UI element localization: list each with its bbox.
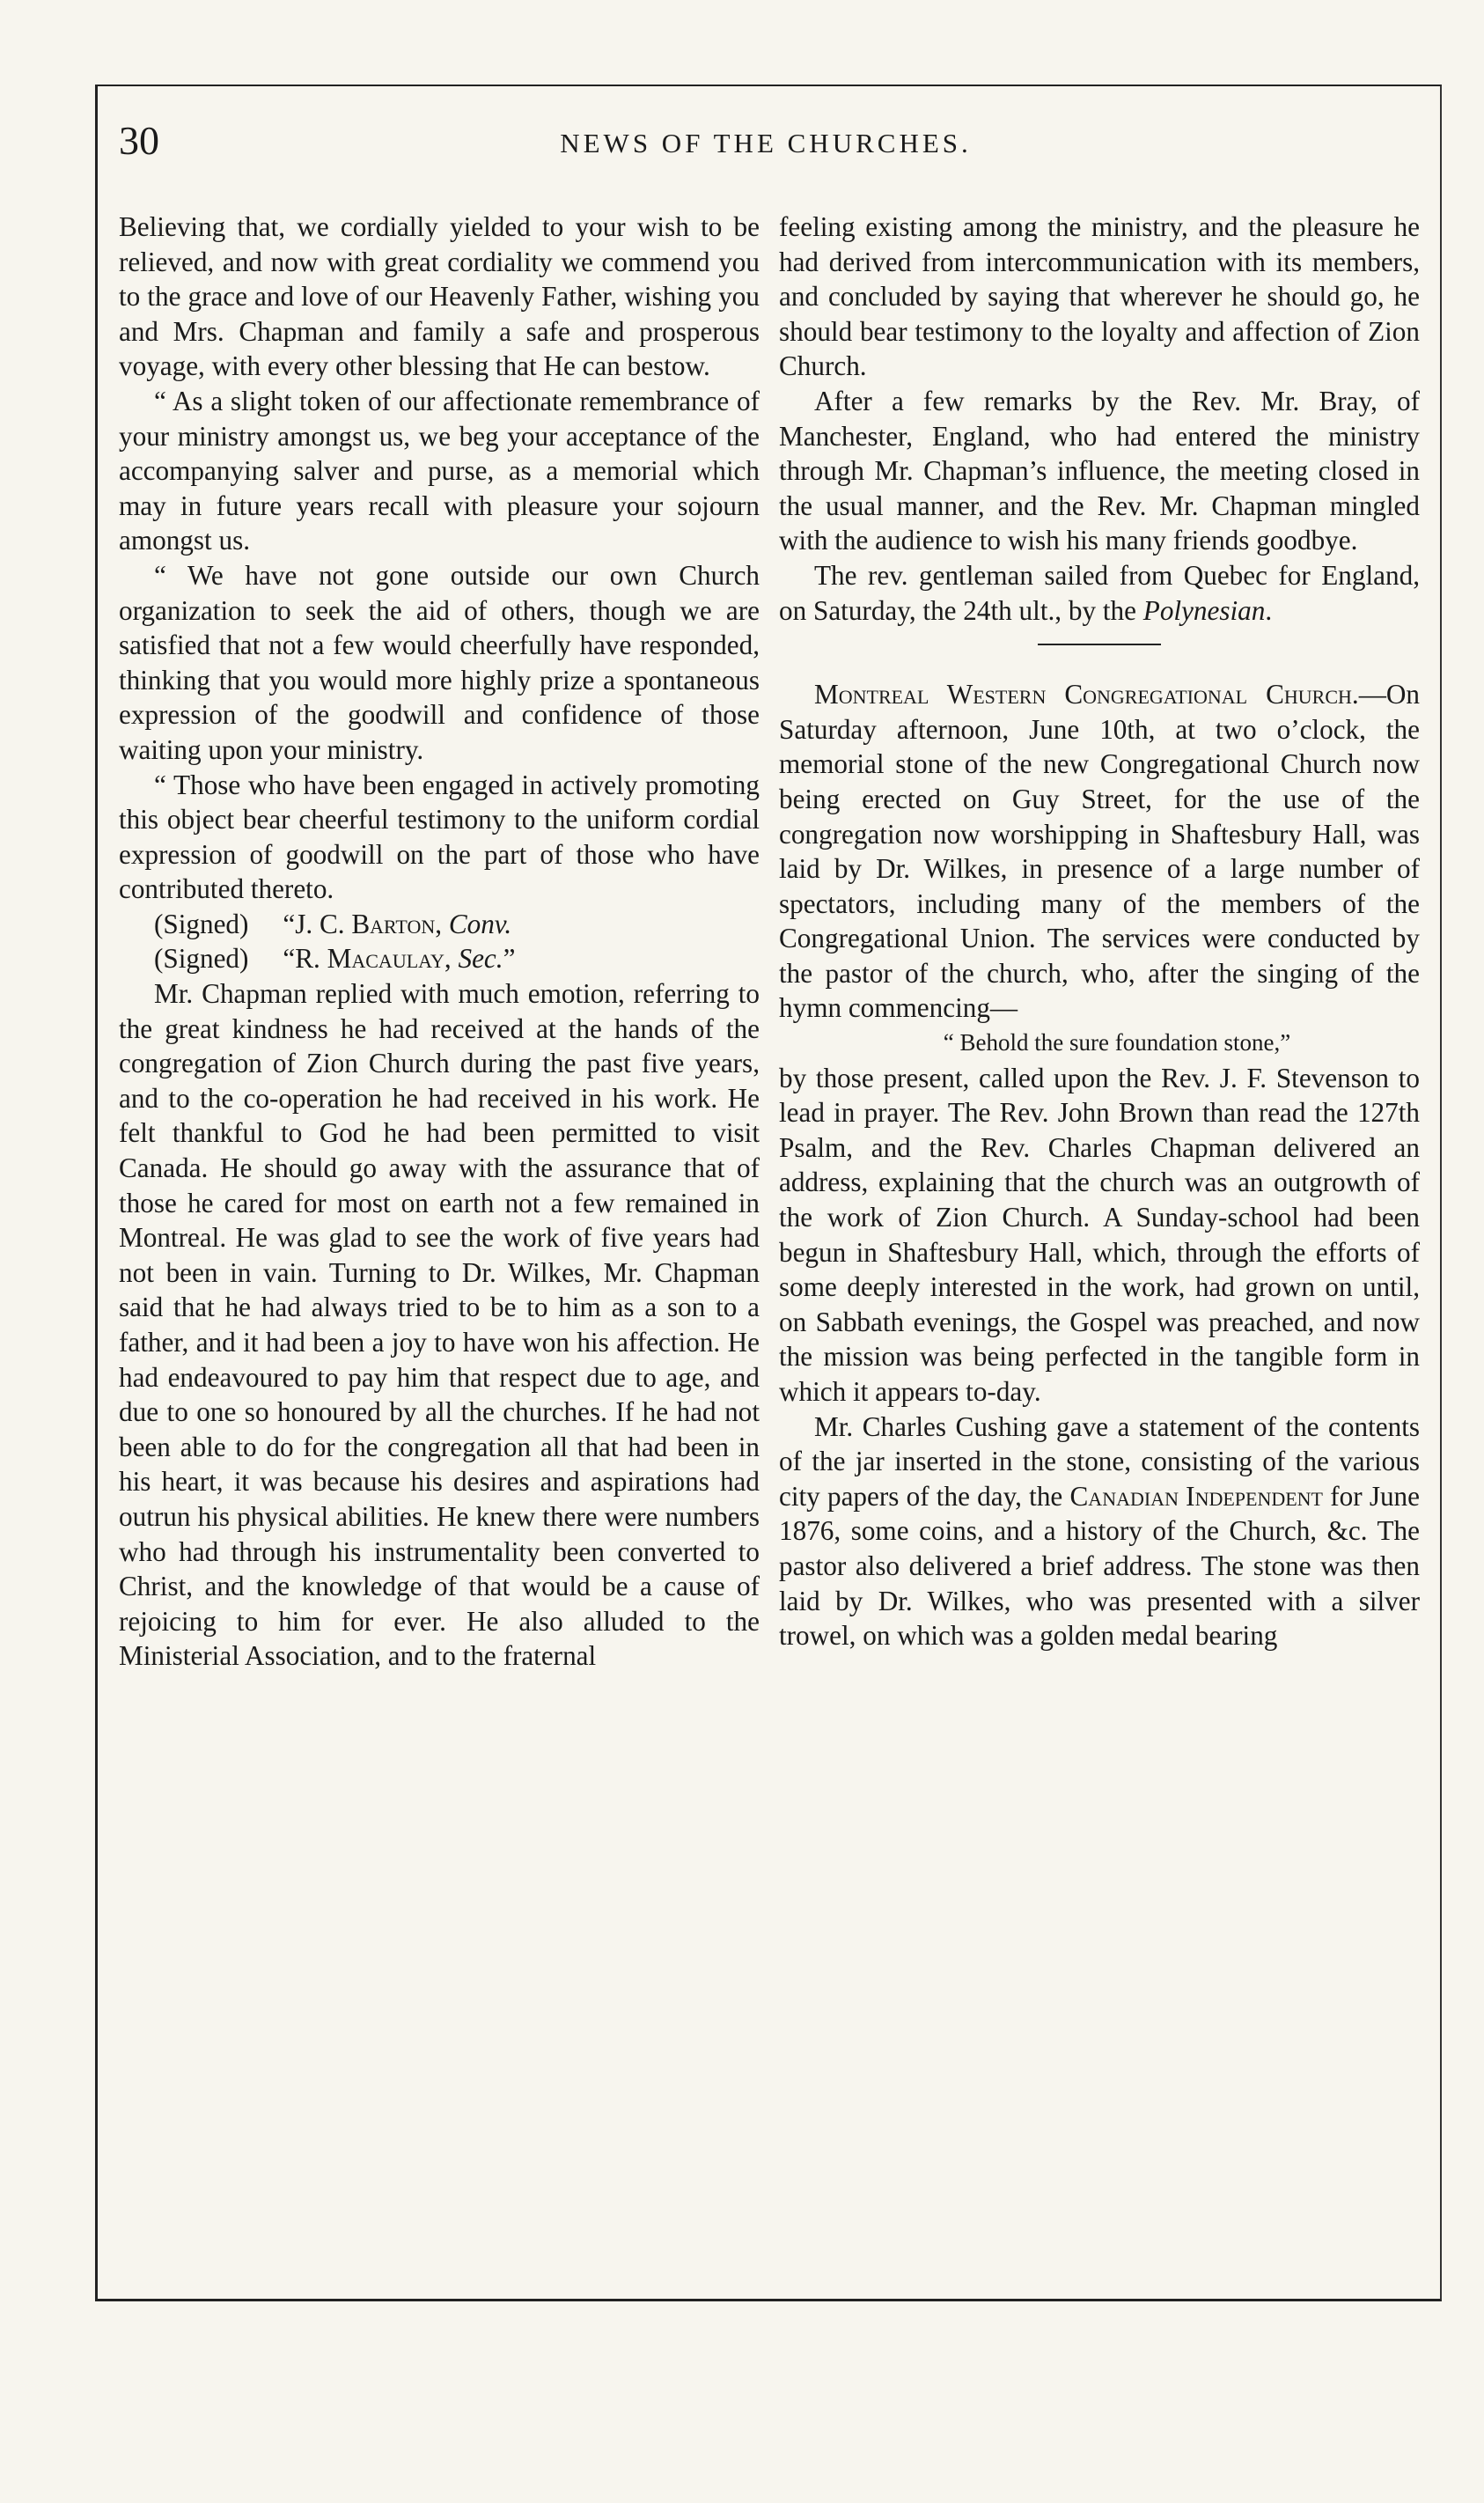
page-header [119, 114, 1413, 176]
newspaper-name: Canadian Independent [1069, 1480, 1323, 1512]
left-column [119, 210, 760, 1674]
ship-name: Polynesian [1142, 594, 1266, 626]
signature-role: Conv. [448, 908, 512, 939]
paragraph-text: —On Saturday afternoon, June 10th, at two o’clock, the memorial stone of the new Congregational Church now being erected on Guy Street, for the use of the congregation now worshipping in Shaftesbury Hall, was laid by Dr. Wilkes, in presence of a large number of spectators, including many of the members of the Congregational Union. The services were conducted by the pastor of the church, who, after the singing of the hymn commencing— [779, 679, 1420, 1024]
article-heading: Montreal Western Congregational Church. [814, 679, 1359, 710]
paragraph-end: . [1265, 594, 1273, 626]
page-number: 30 [119, 118, 159, 163]
paragraph: After a few remarks by the Rev. Mr. Bray, of Manchester, England, who had entered the ministry through Mr. Chapman’s influence, the meeting closed in the usual manner, and the Rev. Mr. Chapman mingled with the audience to wish his many friends goodbye. [779, 385, 1420, 556]
right-column [779, 210, 1420, 1653]
paragraph: “ As a slight token of our affectionate remembrance of your ministry amongst us, we beg your acceptance of the accompanying salver and purse, as a memorial which may in future years recall with pleasure your sojourn amongst us. [119, 385, 760, 556]
paragraph-text: Mr. Charles Cushing gave a statement of the contents of the jar inserted in the stone, consisting of the various city papers of the day, the [779, 1410, 1420, 1512]
paragraph: Mr. Chapman replied with much emotion, referring to the great kindness he had received at the hands of the congregation of Zion Church during the past five years, and to the co-operation he had received in his work. He felt thankful to God he had been permitted to visit Canada. He should go away with the assurance that of those he cared for most on earth not a few remained in Montreal. He was glad to see the work of five years had not been in vain. Turning to Dr. Wilkes, Mr. Chapman said that he had always tried to be to him as a son to a father, and it had been a joy to have won his affection. He had endeavoured to pay him that respect due to age, and due to one so honoured by all the churches. If he had not been able to do for the congregation all that had been in his heart, it was because his desires and aspirations had outrun his physical abilities. He knew there were numbers who had through his instrumentality been converted to Christ, and the knowledge of that would be a cause of rejoicing to him for ever. He also alluded to the Ministerial Association, and to the fraternal [119, 978, 760, 1672]
signature-line: (Signed) “R. Macaulay, Sec.” [154, 943, 516, 975]
signature-prefix: (Signed) “R. [154, 943, 327, 975]
paragraph: by those present, called upon the Rev. J. F. Stevenson to lead in prayer. The Rev. John Brown than read the 127th Psalm, and the Rev. Charles Chapman delivered an address, explaining that the church was an outgrowth of the work of Zion Church. A Sunday-school had been begun in Shaftesbury Hall, which, through the efforts of some deeply interested in the work, had grown on until, on Sabbath evenings, the Gospel was preached, and now the mission was being perfected in the tangible form in which it appears to-day. [779, 1062, 1420, 1407]
signature-role: Sec. [458, 943, 503, 975]
paragraph-text: for June 1876, some coins, and a history of the Church, &c. The pastor also delivered a brief address. The stone was then laid by Dr. Wilkes, who was presented with a silver trowel, on which was a golden medal bearing [779, 1480, 1420, 1652]
signature-name: Barton [351, 908, 436, 939]
section-divider [1038, 644, 1161, 645]
signature-prefix: (Signed) “J. C. [154, 908, 352, 939]
running-head: NEWS OF THE CHURCHES. [560, 128, 972, 158]
paragraph [779, 558, 1420, 628]
hymn-quote: “ Behold the sure foundation stone,” [943, 1029, 1291, 1056]
article-paragraph [779, 677, 1420, 1026]
paragraph [779, 1410, 1420, 1653]
paragraph: feeling existing among the ministry, and the pleasure he had derived from intercommunication with its members, and concluded by saying that wherever he should go, he should bear testimony to the loyalty and affection of Zion Church. [779, 211, 1420, 382]
signature-name: Macaulay [327, 943, 444, 975]
signature-line: (Signed) “J. C. Barton, Conv. [154, 908, 512, 939]
paragraph: Believing that, we cordially yielded to your wish to be relieved, and now with great cordiality we commend you to the grace and love of our Heavenly Father, wishing you and Mrs. Chapman and family a safe and prosperous voyage, with every other blessing that He can bestow. [119, 211, 760, 382]
paragraph-text: The rev. gentleman sailed from Quebec for England, on Saturday, the 24th ult., by the [779, 559, 1420, 626]
paragraph: “ Those who have been engaged in actively promoting this object bear cheerful testimony to the uniform cordial expression of goodwill on the part of those who have contributed thereto. [119, 769, 760, 905]
paragraph: “ We have not gone outside our own Church organization to seek the aid of others, though we are satisfied that not a few would cheerfully have responded, thinking that you would more highly prize a spontaneous expression of the goodwill and confidence of those waiting upon your ministry. [119, 559, 760, 765]
